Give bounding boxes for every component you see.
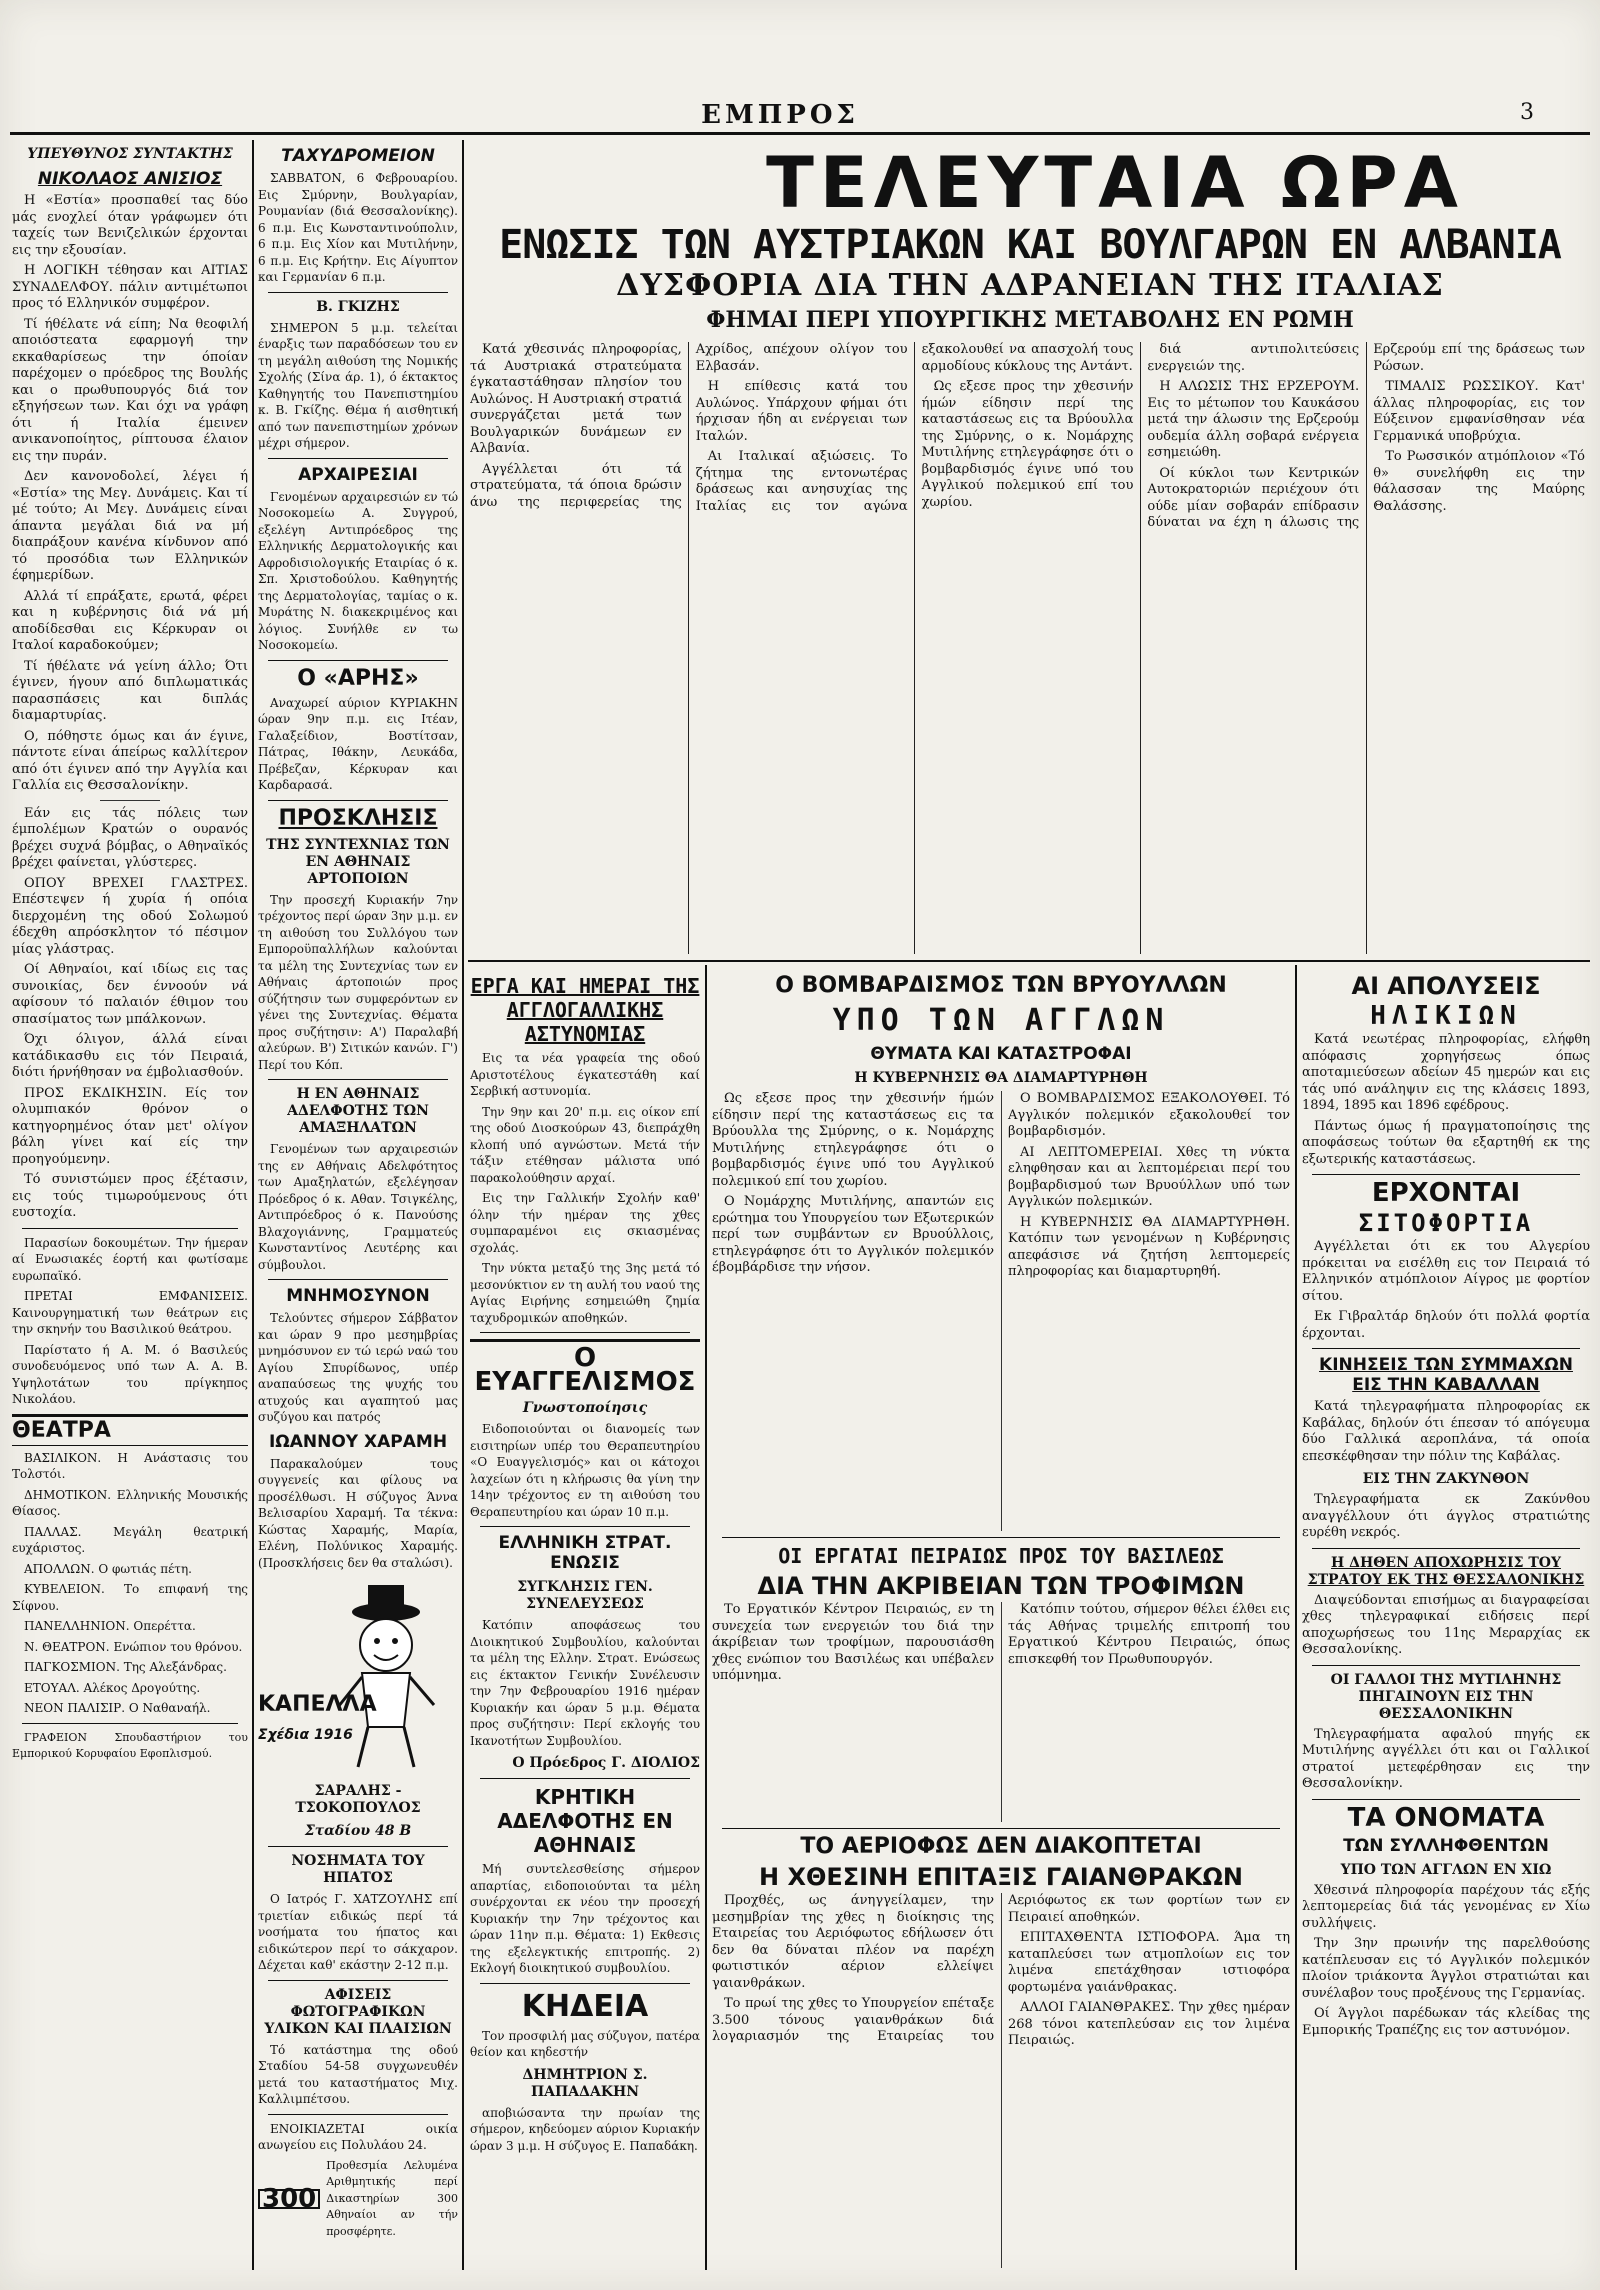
withdraw-title: Η ΔΗΘΕΝ ΑΠΟΧΩΡΗΣΙΣ ΤΟΥ ΣΤΡΑΤΟΥ ΕΚ ΤΗΣ ΘΕΣΣΑΛΟΝΙΚΗΣ	[1307, 1554, 1585, 1588]
names-title-3: ΥΠΟ ΤΩΝ ΑΓΓΛΩΝ ΕΝ ΧΙΩ	[1340, 1861, 1552, 1878]
divider	[1312, 1174, 1580, 1175]
column-rule-3	[705, 965, 707, 2270]
bombing-title-3: ΘΥΜΑΤΑ ΚΑΙ ΚΑΤΑΣΤΡΟΦΑΙ	[870, 1044, 1132, 1064]
memorial-name: ΙΩΑΝΝΟΥ ΧΑΡΑΜΗ	[268, 1431, 448, 1452]
column-rule-5	[1295, 965, 1297, 2270]
bottom-ad-text: Προθεσμία Λελυμένα Αριθμητικής περί Δικαστηρίων 300 Αθηναίοι αν τήν προσφέρητε.	[326, 2158, 458, 2238]
gas-paragraph: Το πρωί της χθες το Υπουργείον επέταξε 3.500 τόνους γαιανθράκων διά λογαριασμόν της Εταιρείας του Αεριόφωτος εκ των φορτίων των εν Πειραιεί αποθηκών.	[712, 1893, 1290, 2044]
aris-text: Αναχωρεί αύριον ΚΥΡΙΑΚΗΝ ώραν 9ην π.μ. εις Ιτέαν, Γαλαξείδιον, Βοστίτσαν, Πάτρας, Ιθάκην, Λευκάδα, Πρέβεζαν, Κέρκυραν και Καρδαρασά.	[258, 695, 458, 792]
gas-paragraph: ΑΛΛΟΙ ΓΑΙΑΝΘΡΑΚΕΣ. Την χθες ημέραν 268 τόνοι κατεπλεύσαν εις τον λιμένα Πειραιώς.	[1008, 2000, 1290, 2048]
column-rule-1	[252, 140, 254, 2270]
lead-paragraph: Η επίθεσις κατά του Αυλώνος. Υπάρχουν φήμαι ότι ήρχισαν ήδη αι ενέργειαι των Ιταλών.	[695, 379, 908, 444]
grain-paragraph: Αγγέλλεται ότι εκ του Αλγερίου πρόκειται να εισέλθη εις τον Πειραιά τό Ελληνικόν ατμόπλοιον Αίγρος με φορτίον σίτου.	[1302, 1239, 1590, 1304]
divider	[480, 1332, 690, 1333]
allies-text: Κατά τηλεγραφήματα πληροφορίας εκ Καβάλας, δηλούν ότι έπεσαν τό απόγευμα δύο Γαλλικά αεροπλάνα, τά οποία επεσκέφθησαν την πόλιν της Καβάλας.	[1302, 1399, 1590, 1464]
paragraph: Τί ήθέλατε νά είπη; Να θεοφιλή αποιόστεατα εφαρμογή την εκκαθαρίσεως την όποίαν παρέχομεν ο πρόεδρος της Βουλής και ο πρωθυπουργός διά τον εξηγήσεων των. Και όχι να γράφη ότι ή Ιταλία έμεινεν ανικανοποίητος, ρίπτουσα έλαιον εις την πυράν.	[12, 316, 248, 464]
lead-headline: ΕΝΩΣΙΣ ΤΩΝ ΑΥΣΤΡΙΑΚΩΝ ΚΑΙ ΒΟΥΛΓΑΡΩΝ ΕΝ ΑΛΒΑΝΙΑ	[499, 222, 1561, 268]
divider	[268, 660, 448, 661]
gkizis-title: Β. ΓΚΙΖΗΣ	[316, 298, 400, 315]
funeral-text-2: αποβιώσαντα την πρωίαν της σήμερον, κηδεύομεν αύριον Κυριακήν ώραν 3 μ.μ. Η σύζυγος Ε. Παπαδάκη.	[470, 2105, 700, 2153]
names-title: ΤΑ ΟΝΟΜΑΤΑ	[1347, 1802, 1545, 1833]
funeral-name: ΔΗΜΗΤΡΙΟΝ Σ. ΠΑΠΑΔΑΚΗΝ	[522, 2066, 648, 2100]
memorial-text-2: Παρακαλούμεν τους συγγενείς και φίλους να προσέλθωσι. Η σύζυγος Άννα Βελισαρίου Χαραμή. Τα τέκνα: Κώστας Χαραμής, Μαρία, Ελένη, Πολύνικος Χαραμής. (Προσκλήσεις δεν θα σταλώσι).	[258, 1456, 458, 1570]
liver-text: Ο Ιατρός Γ. ΧΑΤΖΟΥΛΗΣ επί τριετίαν ειδικώς περί τά νοσήματα του ήπατος και ειδικώτερον περί το σάκχαρον. Δέχεται καθ' εκάστην 2-12 π.μ.	[258, 1892, 458, 1972]
page-number: 3	[1520, 100, 1534, 125]
withdraw-text: Διαψεύδονται επισήμως αι διαγραφείσαι χθες τηλεγραφικαί ειδήσεις περί αποχωρήσεως του 11ης Μεραρχίας εκ Θεσσαλονίκης.	[1302, 1592, 1590, 1657]
bombing-paragraph: Ως εξεσε προς την χθεσινήν ήμών είδησιν περί της καταστάσεως εις τα Βρύουλλα της Σμύρνης, ο κ. Νομάρχης Μυτιλήνης ετηλεγράφησε ότι ο βομβαρδισμός έγινε υπό του Αγγλικού πολεμικού επί του χωρίου.	[712, 1091, 994, 1189]
divider	[1312, 1548, 1580, 1549]
divider	[268, 292, 448, 293]
paragraph: Οί Αθηναίοι, καί ιδίως εις τας συνοικίας, δεν έννοούν νά αφίσουν τό παλαιόν έθιμον του σπασίματος των μπάλκονων.	[12, 962, 248, 1027]
bombing-title-4: Η ΚΥΒΕΡΝΗΣΙΣ ΘΑ ΔΙΑΜΑΡΤΥΡΗΘΗ	[854, 1070, 1148, 1086]
paragraph: Όχι όλιγον, άλλά είναι κατάδικασθυ εις τόν Πειραιά, διότι ήρνήθησαν να έμβολιασθούν.	[12, 1032, 248, 1080]
postal-title: ΤΑΧΥΔΡΟΜΕΙΟΝ	[281, 146, 435, 166]
paper-name: ΕΜΠΡΟΣ	[701, 100, 859, 130]
bombing-paragraph: Η ΚΥΒΕΡΝΗΣΙΣ ΘΑ ΔΙΑΜΑΡΤΥΡΗΘΗ. Κατόπιν των γενομένων η Κυβέρνησις απεφάσισε νά ζητήση λεπτομερείς πληροφορίας και διαμαρτυρηθή.	[1008, 1214, 1290, 1279]
french-text: Τηλεγραφήματα αφαλού πηγής εκ Μυτιλήνης αγγέλλει ότι και οι Γαλλικοί στρατοί μετεφέρθησαν εις την Θεσσαλονίκην.	[1302, 1726, 1590, 1791]
lead-subhead-2: ΦΗΜΑΙ ΠΕΡΙ ΥΠΟΥΡΓΙΚΗΣ ΜΕΤΑΒΟΛΗΣ ΕΝ ΡΩΜΗ	[706, 307, 1354, 333]
names-title-2: ΤΩΝ ΣΥΛΛΗΦΘΕΝΤΩΝ	[1343, 1835, 1549, 1856]
paragraph: Τό συνιστώμεν προς έξέτασιν, εις τούς τιμωρούμενους ότι ευστοχία.	[12, 1172, 248, 1220]
postal-text: ΣΑΒΒΑΤΟΝ, 6 Φεβρουαρίου. Εις Σμύρνην, Βουλγαρίαν, Ρουμανίαν (διά Θεσσαλονίκης). 6 π.μ. Εις Κωνσταντινούπολιν, 6 π.μ. Εις Χίον και Μυτιλήνην, 6 π.μ. Εις Κρήτην. Εις Αίγυπτον και Γερμανίαν 6 π.μ.	[258, 171, 458, 284]
names-paragraph: Την 3ην πρωινήν της παρελθούσης κατέπλευσαν εις τό Αγγλικόν πολεμικόν πλοίον τριάκοντα Άγγλοι στρατιώται και συνέλαβον τους προξένους της Γερμανίας.	[1302, 1936, 1590, 2001]
workers-paragraph: Το Εργατικόν Κέντρον Πειραιώς, εν τη συνεχεία των ενεργειών του διά την άκρίβειαν των τροφίμων, παρουσιάσθη χθες ενώπιον του Βασιλέως και υπέβαλεν υπόμνημα.	[712, 1602, 994, 1683]
theatre-listing: ΝΕΟΝ ΠΑΛΙΣΙΡ. Ο Ναθαναήλ.	[24, 1701, 211, 1715]
lead-paragraph: Κατά χθεσινάς πληροφορίας, τά Αυστριακά στρατεύματα έγκαταστάθησαν πλησίον του Αυλώνος. Η Αυστριακή στρατιά συνεργάζεται μετά των Βουλγαρικών δυνάμεων εν Αλβανία.	[470, 342, 682, 456]
bombing-title-2: ΥΠΟ ΤΩΝ ΑΓΓΛΩΝ	[832, 1003, 1170, 1038]
divider	[480, 1526, 690, 1527]
works-title: ΕΡΓΑ ΚΑΙ ΗΜΕΡΑΙ ΤΗΣ ΑΓΓΛΟΓΑΛΛΙΚΗΣ ΑΣΤΥΝΟΜΙΑΣ	[470, 974, 700, 1046]
divider	[268, 1279, 448, 1280]
gas-title: ΤΟ ΑΕΡΙΟΦΩΣ ΔΕΝ ΔΙΑΚΟΠΤΕΤΑΙ	[800, 1834, 1202, 1859]
column-4	[712, 968, 1290, 2268]
bottom-ad	[258, 2158, 458, 2241]
divider	[1312, 1348, 1580, 1349]
divider	[268, 458, 448, 459]
column-5	[1302, 968, 1590, 2268]
names-paragraph: Οί Άγγλοι παρέδωκαν τάς κλείδας της Εμπορικής Τραπέζης εις τον αστυνόμον.	[1302, 2006, 1590, 2038]
theatre-listing: ΠΑΛΛΑΣ. Μεγάλη θεατρική ευχάριστος.	[12, 1524, 248, 1555]
union-text: Κατόπιν αποφάσεως του Διοικητικού Συμβουλίου, καλούνται τα μέλη της Ελλην. Στρατ. Ενώσεως εις έκτακτον Γενικήν Συνέλευσιν την 7ην Φεβρουαρίου 1916 ημέραν Κυριακήν και ώραν 5 μ.μ. Θέματα προς συζήτησιν: Περί εκλογής του Ικανοτήτων Συμβουλίου.	[470, 1618, 700, 1748]
divider	[722, 1828, 1280, 1829]
paragraph: Δεν κανονοδολεί, λέγει ή «Εστία» της Μεγ. Δυνάμεις. Και τί μέ τούτο; Αι Μεγ. Δυνάμεις είναι άπαντα μεγάλαι διά να μή διαπράξουν κανένα κίνδυνον από τό προσόδια των Ελληνικών έφημερίδων.	[12, 469, 248, 583]
byline-title: ΥΠΕΥΘΥΝΟΣ ΣΥΝΤΑΚΤΗΣ	[27, 146, 233, 162]
paragraph: Εάν εις τάς πόλεις των έμπολέμων Κρατών ο ουρανός βρέχει συχνά βόμβας, ο Αθηναϊκός βρέχει φαίνεται, γλύστερες.	[12, 805, 248, 870]
byline-name: ΝΙΚΟΛΑΟΣ ΑΝΙΣΙΟΣ	[37, 169, 223, 189]
theatre-listing: ΑΠΟΛΛΩΝ. Ο φωτιάς πέτη.	[24, 1561, 192, 1576]
zakynthos-title: ΕΙΣ ΤΗΝ ΖΑΚΥΝΘΟΝ	[1362, 1471, 1530, 1487]
theatre-listing: ΔΗΜΟΤΙΚΟΝ. Ελληνικής Μουσικής Θίασος.	[12, 1487, 248, 1518]
zakynthos-text: Τηλεγραφήματα εκ Ζακύνθου αναγγέλλουν ότι άγγλος στρατιώτης ευρέθη νεκρός.	[1302, 1492, 1590, 1540]
hat-caption: ΚΑΠΕΛΛΑ	[258, 1692, 377, 1717]
divider	[268, 1980, 448, 1981]
divider	[480, 1983, 690, 1984]
dismiss-title: ΑΙ ΑΠΟΛΥΣΕΙΣ	[1351, 972, 1541, 1000]
aris-title: Ο «ΑΡΗΣ»	[297, 665, 419, 691]
note: Παρίστατο ή Α. Μ. ό Βασιλεύς συνοδευόμενος υπό των Α. Α. Β. Υψηλοτάτων του πρίγκηπος Νικολάου.	[12, 1342, 248, 1406]
lead-paragraph: Το Ρωσσικόν ατμόπλοιον «Τό θ» συνελήφθη εις την θάλασσαν της Μαύρης Θαλάσσης.	[1373, 449, 1585, 514]
elections-title: ΑΡΧΑΙΡΕΣΙΑΙ	[298, 464, 418, 485]
works-paragraph: Την νύκτα μεταξύ της 3ης μετά τό μεσονύκτιον εν τη αυλή του ναού της Αγίας Ειρήνης εσημειώθη ζημία ταχυδρομικών αποθηκών.	[470, 1261, 700, 1325]
note: ΠΡΕΤΑΙ ΕΜΦΑΝΙΣΕΙΣ. Καινουργηματική των θεάτρων εις την σκηνήν του Βασιλικού θεάτρου.	[12, 1289, 248, 1336]
union-signature: Ο Πρόεδρος Γ. ΔΙΟΛΙΟΣ	[512, 1755, 700, 1771]
invite-title: ΠΡΟΣΚΛΗΣΙΣ	[278, 805, 438, 831]
note: Παρασίων δοκουμέτων. Την ήμεραν αί Ενωσιακές έορτή και φωτίσαμε ευρωπαϊκό.	[12, 1235, 248, 1283]
workers-body	[712, 1602, 1290, 1822]
theatre-listing: Ν. ΘΕΑΤΡΟΝ. Ενώπιον του θρόνου.	[24, 1639, 243, 1654]
bombing-paragraph: Ο ΒΟΜΒΑΡΔΙΣΜΟΣ ΕΞΑΚΟΛΟΥΘΕΙ. Τό Αγγλικόν πολεμικόν εξακολουθεί τον βομβαρδισμόν.	[1008, 1091, 1290, 1139]
hat-shop-name: ΣΑΡΑΛΗΣ - ΤΣΟΚΟΠΟΥΛΟΣ	[295, 1783, 421, 1816]
hat-figure-icon	[258, 1577, 458, 1777]
divider	[268, 800, 448, 801]
top-rule	[10, 132, 1590, 135]
paragraph: Ο, πόθηστε όμως και άν έγινε, πάντοτε είναι άπείρως καλλίτερον από ότι έγινεν από την Αγγλία και Γαλλία εις Θεσσαλονίκην.	[12, 728, 248, 793]
theatre-listing: ΚΥΒΕΛΕΙΟΝ. Το επιφανή της Σίφνου.	[12, 1582, 248, 1613]
masthead	[0, 100, 1600, 130]
divider	[22, 1228, 238, 1229]
bombing-paragraph: ΑΙ ΛΕΠΤΟΜΕΡΕΙΑΙ. Χθες τη νύκτα εληφθησαν και αι λεπτομέρειαι περί του βομβαρδισμού των Βρυούλλων υπό των Αγγλικών πολεμικών.	[1008, 1144, 1290, 1209]
invite-text: Την προσεχή Κυριακήν 7ην τρέχοντος περί ώραν 3ην μ.μ. εν τη αιθούση του Συλλόγου των Εμποροϋπαλλήλων καλούνται τα μέλη της Συντεχνίας των εν Αθήναις άρτοποιών προς σύζήτησιν των συμφερόντων εν γένει της Συντεχνίας. Θέματα προς συζήτησιν: Α') Παραλαβή αλεύρων. Β') Σιτικών κανών. Γ') Περί του Κόπ.	[258, 892, 458, 1072]
works-paragraph: Την 9ην και 20' π.μ. εις οίκον επί της οδού Διοσκούρων 43, διεπράχθη κλοπή υπό αγνώστων. Μετά τήν τάξιν ετέθησαν μάλιστα υπό παρακολούθησιν αρχαί.	[470, 1104, 700, 1185]
divider	[480, 1778, 690, 1779]
divider	[22, 1723, 238, 1724]
theatre-listing: ΠΑΓΚΟΣΜΙΟΝ. Της Αλεξάνδρας.	[24, 1660, 227, 1674]
elections-text: Γενομένων αρχαιρεσιών εν τώ Νοσοκομείω Α. Συγγρού, εξελέγη Αντιπρόεδρος της Ελληνικής Δερματολογικής και Αφροδισιολογικής Εταιρίας ό κ. Σπ. Χριστοδούλου. Καθηγητής της Δερματολογίας, ταμίας ο κ. Μυράτης Ν. διακεκριμένος και λόγιος. Συνήλθε εν τω Νοσοκομείω.	[258, 489, 458, 652]
lead-subhead: ΔΥΣΦΟΡΙΑ ΔΙΑ ΤΗΝ ΑΔΡΑΝΕΙΑΝ ΤΗΣ ΙΤΑΛΙΑΣ	[616, 268, 1444, 303]
bombing-paragraph: Ο Νομάρχης Μυτιλήνης, απαντών εις ερώτημα του Υπουργείου των Εξωτερικών περί των συμβάντων εν Βρυούλλοις, ετηλεγράφησε ότι το Αγγλικόν πολεμικόν έβομβάρδισε την νήσον.	[712, 1194, 994, 1275]
works-paragraph: Εις τα νέα γραφεία της οδού Αριστοτέλους έγκατεστάθη καί Σερβική αστυνομία.	[470, 1051, 700, 1098]
workers-title-2: ΔΙΑ ΤΗΝ ΑΚΡΙΒΕΙΑΝ ΤΩΝ ΤΡΟΦΙΜΩΝ	[757, 1572, 1245, 1600]
funeral-text: Τον προσφιλή μας σύζυγον, πατέρα θείον και κηδεστήν	[470, 2028, 700, 2059]
paragraph: Τί ήθέλατε νά γείνη άλλο; Ότι έγινεν, ήγουν από διπλωματικάς παρασπάσεις και διπλάς διαμαρτυρίας.	[12, 658, 248, 723]
bottom-ad-number: 300	[258, 2189, 320, 2210]
column-rule-2	[462, 140, 464, 2270]
column-1	[12, 140, 248, 2270]
bombing-body	[712, 1091, 1290, 1531]
liver-title: ΝΟΣΗΜΑΤΑ ΤΟΥ ΗΠΑΤΟΣ	[291, 1853, 425, 1886]
photos-text: Τό κατάστημα της οδού Σταδίου 54-58 συγχωνευθέν μετά του καταστήματος Μιχ. Καλλιμπέτσου.	[258, 2042, 458, 2106]
workers-paragraph: Κατόπιν τούτου, σήμερον θέλει έλθει εις τάς Αθήνας τριμελής επιτροπή του Εργατικού Κέντρου Πειραιώς, όπως επισκεφθή τον Πρωθυπουργόν.	[1008, 1602, 1290, 1667]
footer-note: ΓΡΑΦΕΙΟΝ Σπουδαστήριον του Εμπορικού Κορυφαίου Εφοπλισμού.	[12, 1730, 248, 1760]
column-3	[470, 968, 700, 2268]
gas-paragraph: Προχθές, ως άνηγγείλαμεν, την μεσημβρίαν της χθες η διοίκησις της Εταιρείας του Αεριόφωτος εδήλωσεν ότι δεν θα δύναται πλέον να παρέχη φωτιστικόν αέριον ελλείψει γαιανθράκων.	[712, 1893, 994, 1991]
allies-title: ΚΙΝΗΣΕΙΣ ΤΩΝ ΣΥΜΜΑΧΩΝ ΕΙΣ ΤΗΝ ΚΑΒΑΛΛΑΝ	[1319, 1355, 1573, 1395]
lead-paragraph: Αι Ιταλικαί αξιώσεις. Το ζήτημα της εντονωτέρας δράσεως και ανησυχίας της Ιταλίας εις τον αγώνα εξακολουθεί να απασχολή τους αρμοδίους κύκλους της Αντάντ.	[695, 342, 1134, 514]
gospel-subtitle: Γνωστοποίησις	[522, 1400, 648, 1416]
names-paragraph: Χθεσινά πληροφορία παρέχουν τάς εξής λεπτομερείας διά τάς γενομένας εν Χίω συλλήψεις.	[1302, 1882, 1590, 1931]
divider	[1312, 1799, 1580, 1800]
hat-caption-2: Σχέδια 1916	[258, 1727, 353, 1743]
bombing-title: Ο ΒΟΜΒΑΡΔΙΣΜΟΣ ΤΩΝ ΒΡΥΟΥΛΛΩΝ	[775, 973, 1227, 998]
divider	[268, 2114, 448, 2115]
grain-paragraph: Εκ Γιβραλτάρ δηλούν ότι πολλά φορτία έρχονται.	[1302, 1309, 1590, 1341]
theatre-listing: ΠΑΝΕΛΛΗΝΙΟΝ. Οπερέττα.	[24, 1619, 196, 1633]
divider	[722, 1537, 1280, 1538]
lead-paragraph: διά αντιπολιτεύσεις ενεργειών της.	[1147, 342, 1360, 374]
grain-title-2: ΣΙΤΟΦΟΡΤΙΑ	[1358, 1209, 1534, 1237]
divider	[268, 1846, 448, 1847]
union-subtitle: ΣΥΓΚΛΗΣΙΣ ΓΕΝ. ΣΥΝΕΛΕΥΣΕΩΣ	[517, 1579, 653, 1612]
photos-title: ΑΦΙΣΕΙΣ ΦΩΤΟΓΡΑΦΙΚΩΝ ΥΛΙΚΩΝ ΚΑΙ ΠΛΑΙΣΙΩΝ	[264, 1986, 452, 2037]
gas-paragraph: ΕΠΙΤΑΧΘΕΝΤΑ ΙΣΤΙΟΦΟΡΑ. Άμα τη καταπλεύσει των ατμοπλοίων εις τον λιμένα επετάχθησαν ιστιοφόρα φορτωμένα γαιάνθρακας.	[1008, 1930, 1290, 1995]
rent-text: ΕΝΟΙΚΙΑΖΕΤΑΙ οικία ανωγείου εις Πολυλάου 24.	[258, 2121, 458, 2152]
divider	[268, 1079, 448, 1080]
dismiss-paragraph: Πάντως όμως ή πραγματοποίησις της αποφάσεως τούτων θα εξαρτηθή εκ της εξωτερικής καταστάσεως.	[1302, 1118, 1590, 1167]
paragraph: Η «Εστία» προσπαθεί τας δύο μάς ενοχλεί όταν γράφωμεν ότι ταχείς των Βενιζελικών έρχονται εις την εξουσίαν.	[12, 193, 248, 258]
theatres-title: ΘΕΑΤΡΑ	[12, 1414, 248, 1446]
hat-advertisement	[258, 1577, 458, 1777]
french-title: ΟΙ ΓΑΛΛΟΙ ΤΗΣ ΜΥΤΙΛΗΝΗΣ ΠΗΓΑΙΝΟΥΝ ΕΙΣ ΤΗΝ ΘΕΣΣΑΛΟΝΙΚΗΝ	[1330, 1671, 1562, 1722]
orphans-title: Η ΕΝ ΑΘΗΝΑΙΣ ΑΔΕΛΦΟΤΗΣ ΤΩΝ ΑΜΑΞΗΛΑΤΩΝ	[287, 1086, 429, 1136]
gkizis-text: ΣΗΜΕΡΟΝ 5 μ.μ. τελείται έναρξις των παραδόσεων του εν τη μεγάλη αιθούση της Νομικής Σχολής (Σίνα άρ. 1), ό έκτακτος Καθηγητής του Πανεπιστημίου κ. Β. Γκίζης. Θέμα ή αισθητική από των πανεπιστημίων χρόνων μέχρι σήμερον.	[258, 320, 458, 450]
lead-bottom-rule	[468, 960, 1590, 962]
gospel-text: Ειδοποιούνται οι διανομείς των εισιτηρίων υπέρ του Θεραπευτηρίου «Ο Ευαγγελισμός» και οι κάτοχοι λαχείων ότι η κλήρωσις θα γίνη την 14ην τρέχοντος εν τη αιθούση του Θεραπευτηρίου και ώραν 10 π.μ.	[470, 1422, 700, 1519]
lead-paragraph: Αγγέλλεται ότι τά στρατεύματα, τά όποια δρώσιν άνω της περιφερείας της Αχρίδος, απέχουν ολίγον του Ελβασάν.	[470, 342, 908, 510]
invite-subtitle: ΤΗΣ ΣΥΝΤΕΧΝΙΑΣ ΤΩΝ ΕΝ ΑΘΗΝΑΙΣ ΑΡΤΟΠΟΙΩΝ	[266, 836, 450, 887]
memorial-title: ΜΝΗΜΟΣΥΝΟΝ	[286, 1286, 430, 1306]
cretan-title: ΚΡΗΤΙΚΗ ΑΔΕΛΦΟΤΗΣ ΕΝ ΑΘΗΝΑΙΣ	[497, 1785, 673, 1857]
theatre-listing: ΒΑΣΙΛΙΚΟΝ. Η Ανάστασις του Τολστόι.	[12, 1450, 248, 1481]
paragraph: Η ΛΟΓΙΚΗ τέθησαν και ΑΙΤΙΑΣ ΣΥΝΑΔΕΛΦΟΥ. πάλιν αντιμέτωποι προς τό Ελληνικόν συμφέρον.	[12, 263, 248, 311]
theatre-listing: ΕΤΟΥΑΛ. Αλέκος Δρογούτης.	[24, 1680, 201, 1695]
orphans-text: Γενομένων των αρχαιρεσιών της εν Αθήναις Αδελφότητος των Αμαξηλατών, εξελέγησαν Πρόεδρος ό κ. Αθαν. Τσιγκέλης, Αντιπρόεδρος ό κ. Πανούσης Βλαχογιάννης, Γραμματεύς Κωνσταντίνος Λευτέρης και σύμβουλοι.	[258, 1142, 458, 1272]
memorial-text: Τελούντες σήμερον Σάββατον και ώραν 9 προ μεσημβρίας μνημόσυνον εν τώ ιερώ ναώ του Αγίου Σπυρίδωνος, υπέρ αναπαύσεως της ψυχής του ατυχούς και αγαπητού μας συζύγου και πατρός	[258, 1311, 458, 1424]
lead-paragraph: ΤΙΜΑΛΙΣ ΡΩΣΣΙΚΟΥ. Κατ' άλλας πληροφορίας, εις τον Εύξεινον εμφανίσθησαν νέα Γερμανικά υποβρύχια.	[1373, 379, 1585, 444]
paragraph: Αλλά τί επράξατε, ερωτά, φέρει και η κυβέρνησις διά νά μή αποδίδεσθαι εις Κέρκυραν οι Ιταλοί καραδοκούμεν;	[12, 588, 248, 653]
divider	[1312, 1665, 1580, 1666]
dismiss-title-2: ΗΛΙΚΙΩΝ	[1370, 1001, 1522, 1031]
column-2	[258, 140, 458, 2270]
hat-shop-address: Σταδίου 48 Β	[304, 1823, 412, 1839]
grain-title: ΕΡΧΟΝΤΑΙ	[1371, 1178, 1521, 1208]
cretan-text: Μή συντελεσθείσης σήμερον απαρτίας, ειδοποιούνται τα μέλη συνέρχονται εκ νέου την προσεχή Κυριακήν την 7ην τρέχοντος και ώραν 11ην π.μ. Θέματα: 1) Εκθεσις της εξελεγκτικής επιτροπής. 2) Εκλογή διοικητικού συμβουλίου.	[470, 1862, 700, 1975]
gas-title-2: Η ΧΘΕΣΙΝΗ ΕΠΙΤΑΞΙΣ ΓΑΙΑΝΘΡΑΚΩΝ	[759, 1863, 1243, 1891]
lead-paragraph: Οί κύκλοι των Κεντρικών Αυτοκρατοριών περιέχουν ότι ούδε μίαν σοβαράν επίδρασιν δύναται να έχη η άλωσις της Ερζερούμ επί της δράσεως των Ρώσων.	[1147, 342, 1585, 530]
paragraph: ΠΡΟΣ ΕΚΔΙΚΗΣΙΝ. Είς τον ολυμπιακόν θρόνον ο κατηγορημένος όταν μετ' ολίγον βάλη γίνει καί είς την προηγούμενην.	[12, 1085, 248, 1167]
dismiss-paragraph: Κατά νεωτέρας πληροφορίας, ελήφθη απόφασις χορηγήσεως όπως αποταμιεύσεων αδείων 45 ημερών και εις τάς υπό ανάληψιν εις της κλάσεις 1893, 1894, 1895 και 1896 εφέδρους.	[1302, 1032, 1590, 1113]
works-paragraph: Εις την Γαλλικήν Σχολήν καθ' όλην τήν ημέραν της χθες συμπαραμένοι εις σκιασμένας σχολάς.	[470, 1191, 700, 1255]
paragraph: ΟΠΟΥ ΒΡΕΧΕΙ ΓΛΑΣΤΡΕΣ. Επέστεψεν ή χυρία ή οπόια διερχομένη της οδού Σολωμού έδεχθη απρόσκλητον τό πέσιμον μίας γλάστρας.	[12, 875, 248, 957]
lead-kicker: ΤΕΛΕΥΤΑΙΑ ΩΡΑ	[766, 142, 1464, 224]
lead-body	[470, 342, 1585, 954]
divider	[100, 800, 160, 801]
gas-body	[712, 1893, 1290, 2268]
gospel-title: Ο ΕΥΑΓΓΕΛΙΣΜΟΣ	[470, 1339, 700, 1394]
lead-paragraph: Ως εξεσε προς την χθεσινήν ήμών είδησιν περί της καταστάσεως εις τα Βρύουλλα της Σμύρνης, ο κ. Νομάρχης Μυτιλήνης ετηλεγράφησε ότι ο βομβαρδισμός έγινε υπό του Αγγλικού πολεμικού επί του χωρίου.	[921, 379, 1134, 510]
workers-title: ΟΙ ΕΡΓΑΤΑΙ ΠΕΙΡΑΙΩΣ ΠΡΟΣ ΤΟΥ ΒΑΣΙΛΕΩΣ	[778, 1544, 1224, 1568]
union-title: ΕΛΛΗΝΙΚΗ ΣΤΡΑΤ. ΕΝΩΣΙΣ	[498, 1533, 672, 1573]
lead-paragraph: Η ΑΛΩΣΙΣ ΤΗΣ ΕΡΖΕΡΟΥΜ. Εις το μέτωπον του Καυκάσου μετά την άλωσιν της Ερζερούμ ουδεμία άλλη σοβαρά ενέργεια εσημειώθη.	[1147, 379, 1360, 460]
funeral-title: ΚΗΔΕΙΑ	[521, 1988, 649, 2024]
